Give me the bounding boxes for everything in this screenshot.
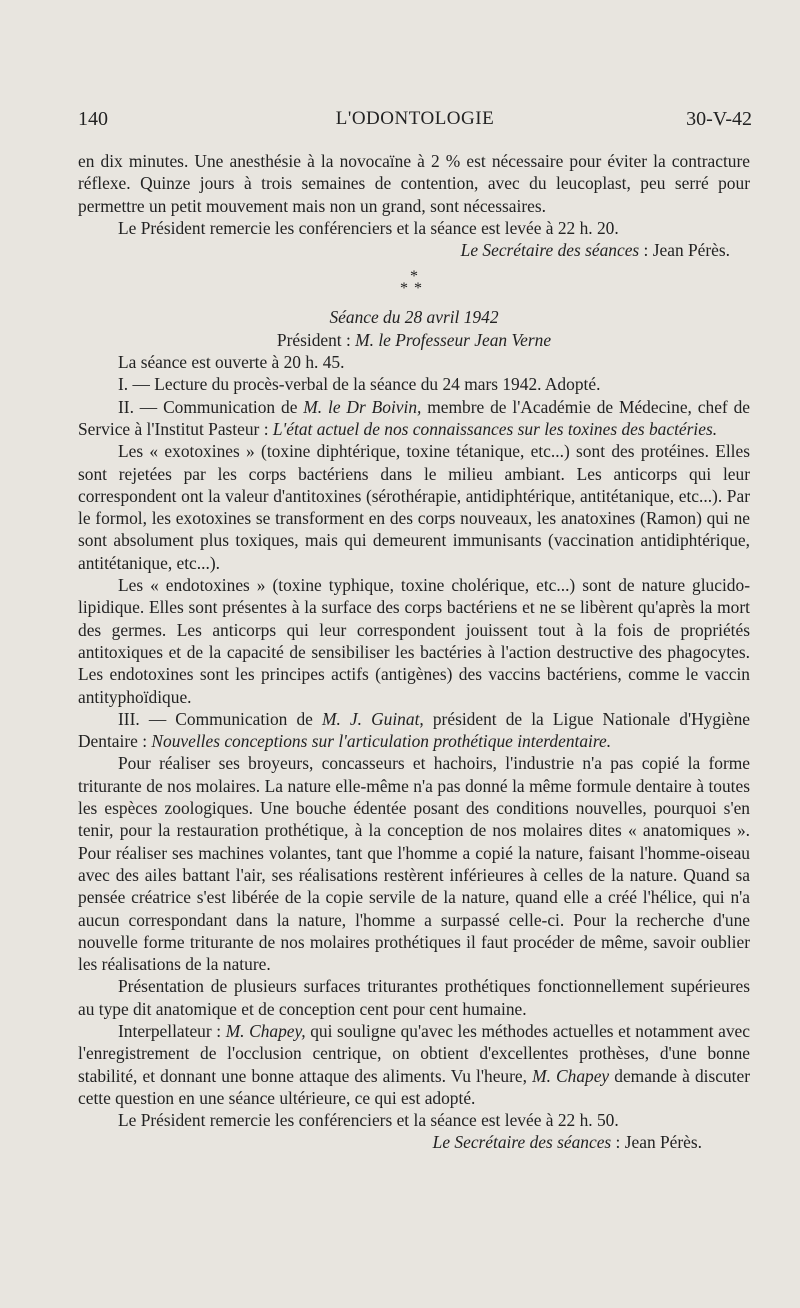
paragraph-exotoxines: Les « exotoxines » (toxine diphtérique, toxine tétanique, etc...) sont des protéines. Elles sont rejetées par les corps bactériens dans le milieu ambiant. Les anticorps qui leur correspondent ont la valeur d'antitoxines (sérothérapie, antidiphtérique, antitétanique, etc...). Par le formol, les exotoxines se transforment en des corps nouveaux, les anatoxines (Ramon) qui ne sont absolument plus toxiques, mais qui demeurent immunisants (vaccination antidiphtérique, antitétanique, etc...). — [78, 441, 750, 573]
paragraph-presentation: Présentation de plusieurs surfaces triturantes prothétiques fonctionnellement supérieures au type dit anatomique et de conception cent pour cent humaine. — [78, 976, 750, 1019]
journal-title: L'ODONTOLOGIE — [335, 108, 495, 129]
paragraph-endotoxines: Les « endotoxines » (toxine typhique, toxine cholérique, etc...) sont de nature glucido-lipidique. Elles sont présentes à la surface des corps bactériens et ne se libèrent qu'après la mort des germes. Les anticorps qui leur correspondent jouissent tout à la fois de propriétés antitoxiques et de la capacité de sensibiliser les bactéries à l'action destructive des phagocytes. Les endotoxines sont les principes actifs (antigènes) des vaccins bactériens, comme le vaccin antityphoïdique. — [78, 575, 750, 707]
issue-date: 30-V-42 — [686, 108, 752, 130]
session-president: Président : M. le Professeur Jean Verne — [276, 329, 552, 350]
talk-title: L'état actuel de nos connaissances sur les toxines des bactéries. — [272, 418, 718, 439]
speaker-name: M. J. Guinat, — [322, 708, 424, 729]
secretary-signature: Le Secrétaire des séances : Jean Pérès. — [460, 240, 730, 261]
speaker-name: M. le Dr Boivin, — [303, 396, 422, 417]
closing-remark: Le Président remercie les conférenciers et la séance est levée à 22 h. 20. — [118, 217, 619, 238]
page-number: 140 — [78, 108, 108, 130]
page-body — [78, 150, 750, 1154]
closing-remark: Le Président remercie les conférenciers et la séance est levée à 22 h. 50. — [118, 1110, 619, 1131]
signature-label: Le Secrétaire des séances — [432, 1132, 612, 1153]
opening-line: La séance est ouverte à 20 h. 45. — [118, 352, 345, 373]
running-header — [78, 108, 752, 132]
paragraph-interpellateur: Interpellateur : M. Chapey, qui souligne qu'avec les méthodes actuelles et notamment avec l'enregistrement de l'occlusion centrique, on obtient d'excellentes prothèses, d'une bonne stabilité, et donnant une bonne attaque des aliments. Vu l'heure, M. Chapey demande à discuter cette question en une séance ultérieure, ce qui est adopté. — [78, 1020, 750, 1108]
agenda-item-3: III. — Communication de M. J. Guinat, président de la Ligue Nationale d'Hygiène Dentaire : Nouvelles conceptions sur l'articulation prothétique interdentaire. — [78, 708, 750, 752]
agenda-item-2: II. — Communication de M. le Dr Boivin, membre de l'Académie de Médecine, chef de Service à l'Institut Pasteur : L'état actuel de nos connaissances sur les toxines des bactéries. — [78, 396, 750, 439]
signature-name: Jean Pérès. — [652, 240, 730, 261]
paragraph-broyeurs: Pour réaliser ses broyeurs, concasseurs et hachoirs, l'industrie n'a pas copié la forme triturante de nos molaires. La nature elle-même n'a pas donné la même formule dentaire à toutes les espèces zoologiques. Une bouche édentée posant des conditions nouvelles, pourquoi s'en tenir, pour la restauration prothétique, à la conception de nos molaires dites « anatomiques ». Pour réaliser ses machines volantes, tant que l'homme a copié la nature, faisant l'homme-oiseau avec des ailes battant l'air, ses réalisations restèrent inférieures à celles de la nature. Quand sa pensée créatrice s'est libérée de la copie servile de la nature, quand elle a créé l'hélice, qui n'a aucun correspondant dans la nature, l'homme a surpassé celle-ci. Pour la recherche d'une nouvelle forme triturante de nos molaires prothétiques il faut procéder de même, savoir oublier les réalisations de la nature. — [78, 753, 750, 975]
talk-title: Nouvelles conceptions sur l'articulation prothétique interdentaire. — [151, 731, 612, 752]
secretary-signature: Le Secrétaire des séances : Jean Pérès. — [432, 1132, 702, 1153]
agenda-item-1: I. — Lecture du procès-verbal de la séance du 24 mars 1942. Adopté. — [118, 374, 601, 395]
session-title: Séance du 28 avril 1942 — [329, 307, 499, 328]
paragraph-continued: en dix minutes. Une anesthésie à la novocaïne à 2 % est nécessaire pour éviter la contracture réflexe. Quinze jours à trois semaines de contention, avec du leucoplast, peu serré pour permettre un petit mouvement mais non un grand, sont nécessaires. — [78, 151, 750, 216]
signature-label: Le Secrétaire des séances — [460, 240, 640, 261]
signature-name: Jean Pérès. — [624, 1132, 702, 1153]
asterism-separator: * ** — [400, 268, 428, 298]
